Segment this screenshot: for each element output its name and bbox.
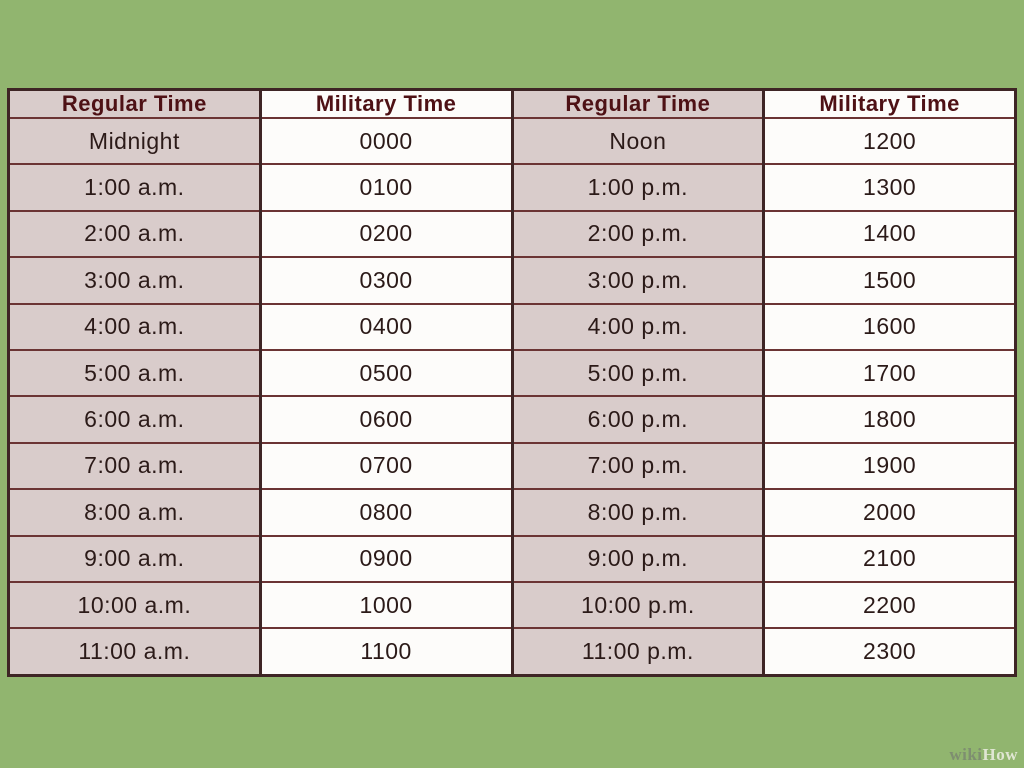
regular-time-cell: 5:00 p.m.	[512, 350, 764, 396]
military-time-cell: 1500	[764, 257, 1016, 303]
military-time-cell: 0100	[260, 164, 512, 210]
military-time-cell: 1000	[260, 582, 512, 628]
table-row	[9, 257, 1016, 303]
military-time-cell: 1700	[764, 350, 1016, 396]
military-time-cell: 0800	[260, 489, 512, 535]
table-row	[9, 304, 1016, 350]
regular-time-cell: 3:00 p.m.	[512, 257, 764, 303]
regular-time-cell: 9:00 p.m.	[512, 536, 764, 582]
time-conversion-table	[7, 88, 1017, 677]
regular-time-cell: 11:00 a.m.	[9, 628, 261, 675]
military-time-cell: 0700	[260, 443, 512, 489]
regular-time-cell: Noon	[512, 118, 764, 164]
military-time-cell: 1900	[764, 443, 1016, 489]
military-time-cell: 0000	[260, 118, 512, 164]
wikihow-watermark	[949, 745, 1018, 765]
military-time-cell: 1800	[764, 396, 1016, 442]
regular-time-cell: 5:00 a.m.	[9, 350, 261, 396]
header-row	[9, 90, 1016, 119]
military-time-cell: 0400	[260, 304, 512, 350]
regular-time-cell: 6:00 p.m.	[512, 396, 764, 442]
regular-time-cell: Midnight	[9, 118, 261, 164]
table-body	[9, 118, 1016, 676]
regular-time-cell: 2:00 p.m.	[512, 211, 764, 257]
table-row	[9, 628, 1016, 675]
table-header	[9, 90, 1016, 119]
header-regular-time-left: Regular Time	[9, 90, 261, 119]
military-time-cell: 2300	[764, 628, 1016, 675]
table-row	[9, 164, 1016, 210]
regular-time-cell: 1:00 p.m.	[512, 164, 764, 210]
military-time-cell: 2200	[764, 582, 1016, 628]
military-time-cell: 1600	[764, 304, 1016, 350]
regular-time-cell: 9:00 a.m.	[9, 536, 261, 582]
header-regular-time-right: Regular Time	[512, 90, 764, 119]
table-row	[9, 536, 1016, 582]
table-row	[9, 396, 1016, 442]
regular-time-cell: 4:00 p.m.	[512, 304, 764, 350]
military-time-cell: 0900	[260, 536, 512, 582]
table-row	[9, 443, 1016, 489]
table-row	[9, 350, 1016, 396]
regular-time-cell: 6:00 a.m.	[9, 396, 261, 442]
regular-time-cell: 7:00 a.m.	[9, 443, 261, 489]
regular-time-cell: 4:00 a.m.	[9, 304, 261, 350]
regular-time-cell: 3:00 a.m.	[9, 257, 261, 303]
regular-time-cell: 1:00 a.m.	[9, 164, 261, 210]
military-time-cell: 1300	[764, 164, 1016, 210]
regular-time-cell: 11:00 p.m.	[512, 628, 764, 675]
military-time-cell: 0500	[260, 350, 512, 396]
table-row	[9, 582, 1016, 628]
table-row	[9, 489, 1016, 535]
wikihow-how-text: How	[982, 745, 1018, 764]
header-military-time-right: Military Time	[764, 90, 1016, 119]
military-time-cell: 1400	[764, 211, 1016, 257]
regular-time-cell: 2:00 a.m.	[9, 211, 261, 257]
military-time-cell: 0200	[260, 211, 512, 257]
table-row	[9, 211, 1016, 257]
regular-time-cell: 8:00 p.m.	[512, 489, 764, 535]
regular-time-cell: 8:00 a.m.	[9, 489, 261, 535]
military-time-cell: 1200	[764, 118, 1016, 164]
regular-time-cell: 10:00 a.m.	[9, 582, 261, 628]
military-time-cell: 0300	[260, 257, 512, 303]
military-time-cell: 2100	[764, 536, 1016, 582]
wikihow-wiki-text: wiki	[949, 745, 983, 764]
military-time-cell: 0600	[260, 396, 512, 442]
military-time-cell: 2000	[764, 489, 1016, 535]
regular-time-cell: 10:00 p.m.	[512, 582, 764, 628]
header-military-time-left: Military Time	[260, 90, 512, 119]
regular-time-cell: 7:00 p.m.	[512, 443, 764, 489]
table-row	[9, 118, 1016, 164]
military-time-cell: 1100	[260, 628, 512, 675]
